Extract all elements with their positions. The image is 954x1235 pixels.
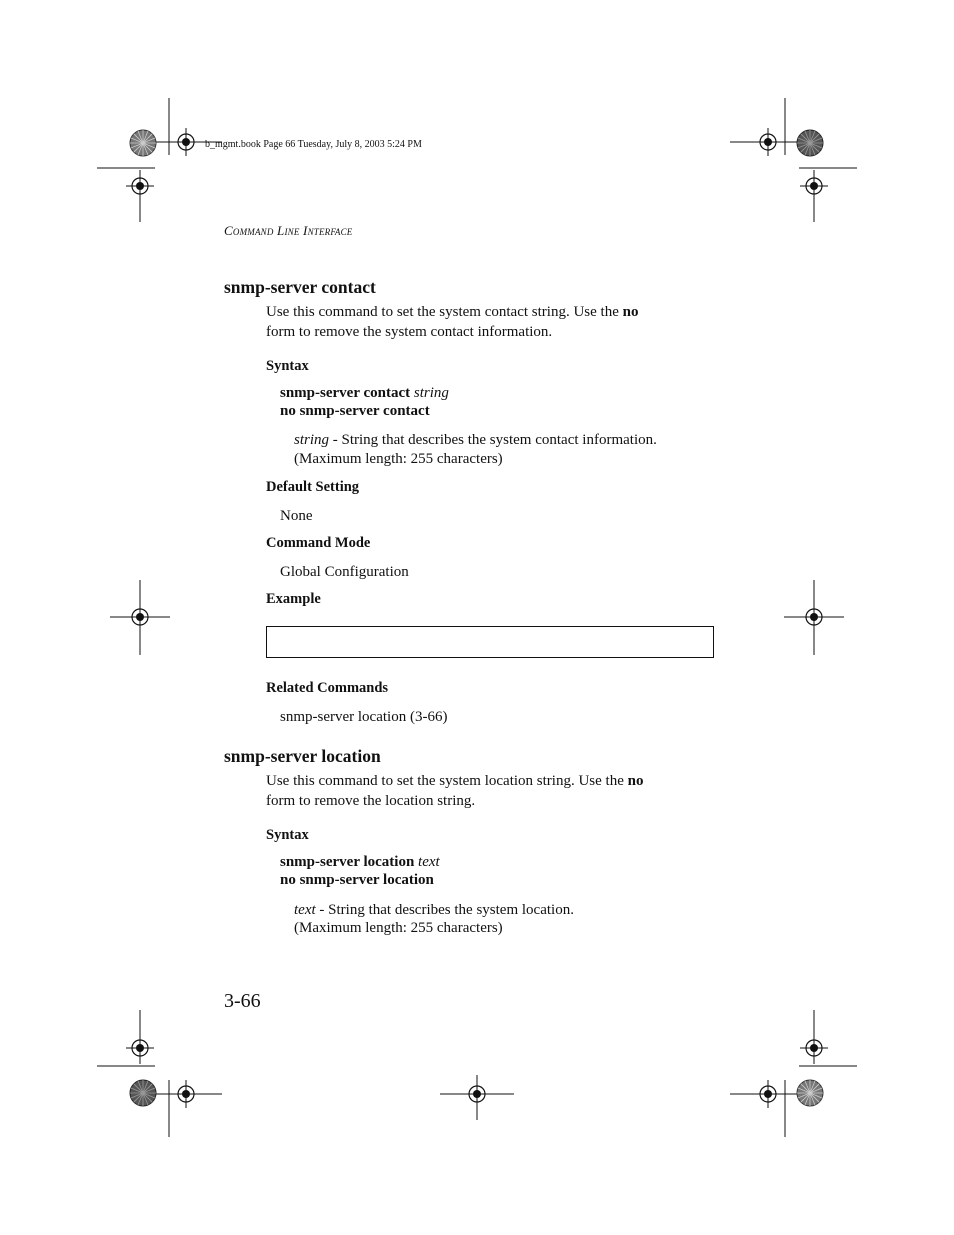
parameter-description (294, 431, 657, 450)
default-setting-value: None (280, 508, 313, 524)
description-text: form to remove the location string. (266, 793, 476, 809)
parameter-description (294, 901, 574, 920)
command-name: snmp-server contact (280, 385, 411, 401)
description-text: Use this command to set the system location string. Use the (266, 773, 624, 789)
related-command-link: snmp-server location (3-66) (280, 709, 448, 725)
parameter-text: (Maximum length: 255 characters) (294, 451, 503, 467)
command-argument: string (413, 385, 449, 401)
syntax-command (280, 385, 449, 402)
related-commands-heading: Related Commands (266, 680, 389, 696)
parameter-name: string (294, 432, 330, 448)
parameter-text: - String that describes the system location. (319, 902, 574, 918)
syntax-heading: Syntax (266, 358, 309, 374)
section-title: snmp-server contact (224, 277, 376, 297)
example-heading: Example (266, 591, 321, 607)
command-name: snmp-server location (280, 854, 415, 870)
running-header-rest: ommand (232, 223, 274, 238)
description-text: form to remove the system contact information. (266, 324, 553, 340)
example-box (266, 626, 714, 658)
page-number: 3-66 (224, 990, 261, 1012)
parameter-text: (Maximum length: 255 characters) (294, 920, 503, 936)
running-header-initial: C (224, 223, 233, 238)
syntax-heading: Syntax (266, 827, 309, 843)
print-slug: b_mgmt.book Page 66 Tuesday, July 8, 2003 5:24 PM (205, 139, 422, 150)
syntax-command-no: no snmp-server contact (280, 403, 430, 419)
keyword-no: no (622, 304, 639, 320)
running-header-rest: nterface (307, 223, 353, 238)
command-argument: text (418, 854, 440, 870)
parameter-text: - String that describes the system contact information. (332, 432, 657, 448)
default-setting-heading: Default Setting (266, 479, 360, 495)
description-text: Use this command to set the system contact string. Use the (266, 304, 619, 320)
keyword-no: no (627, 773, 644, 789)
running-header-rest: ine (284, 223, 300, 238)
running-header-initial: L (277, 223, 285, 238)
section-title: snmp-server location (224, 746, 381, 766)
running-header-initial: I (303, 223, 308, 238)
syntax-command-no: no snmp-server location (280, 872, 434, 888)
command-mode-heading: Command Mode (266, 535, 371, 551)
section-description (266, 771, 643, 791)
syntax-command (280, 854, 440, 871)
parameter-name: text (294, 902, 316, 918)
running-header (224, 223, 353, 239)
section-description (266, 302, 638, 322)
command-mode-value: Global Configuration (280, 564, 409, 580)
